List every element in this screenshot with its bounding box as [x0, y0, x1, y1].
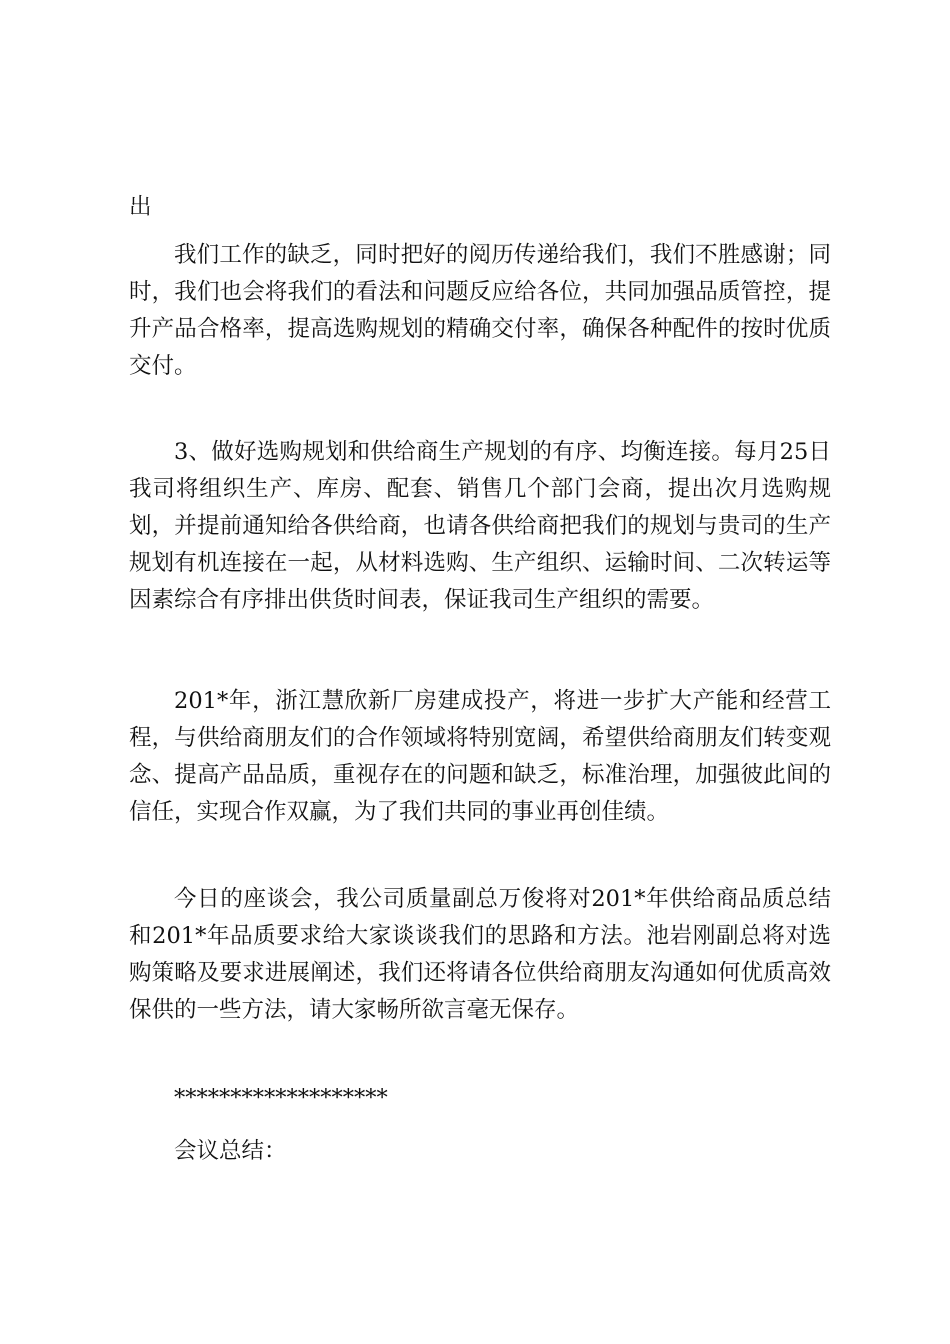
paragraph-2: 3、做好选购规划和供给商生产规划的有序、均衡连接。每月25日我司将组织生产、库房、配套、销售几个部门会商，提出次月选购规划，并提前通知给各供给商，也请各供给商把我们的规划与贵司的生产规划有机连接在一起，从材料选购、生产组织、运输时间、二次转运等因素综合有序排出供货时间表，保证我司生产组织的需要。 — [129, 439, 831, 613]
separator-line: ******************* — [174, 1085, 388, 1111]
paragraph-1: 我们工作的缺乏，同时把好的阅历传递给我们，我们不胜感谢；同时，我们也会将我们的看法和问题反应给各位，共同加强品质管控，提升产品合格率，提高选购规划的精确交付率，确保各种配件的按时优质交付。 — [129, 242, 831, 379]
paragraph-3: 201*年，浙江慧欣新厂房建成投产，将进一步扩大产能和经营工程，与供给商朋友们的合作领域将特别宽阔，希望供给商朋友们转变观念、提高产品品质，重视存在的问题和缺乏，标准治理，加强彼此间的信任，实现合作双赢，为了我们共同的事业再创佳绩。 — [129, 688, 831, 825]
fragment-text: 出 — [129, 194, 152, 220]
summary-label: 会议总结： — [174, 1138, 287, 1164]
paragraph-4: 今日的座谈会，我公司质量副总万俊将对201*年供给商品质总结和201*年品质要求给大家谈谈我们的思路和方法。池岩刚副总将对选购策略及要求进展阐述，我们还将请各位供给商朋友沟通如何优质高效保供的一些方法，请大家畅所欲言毫无保存。 — [129, 886, 831, 1023]
